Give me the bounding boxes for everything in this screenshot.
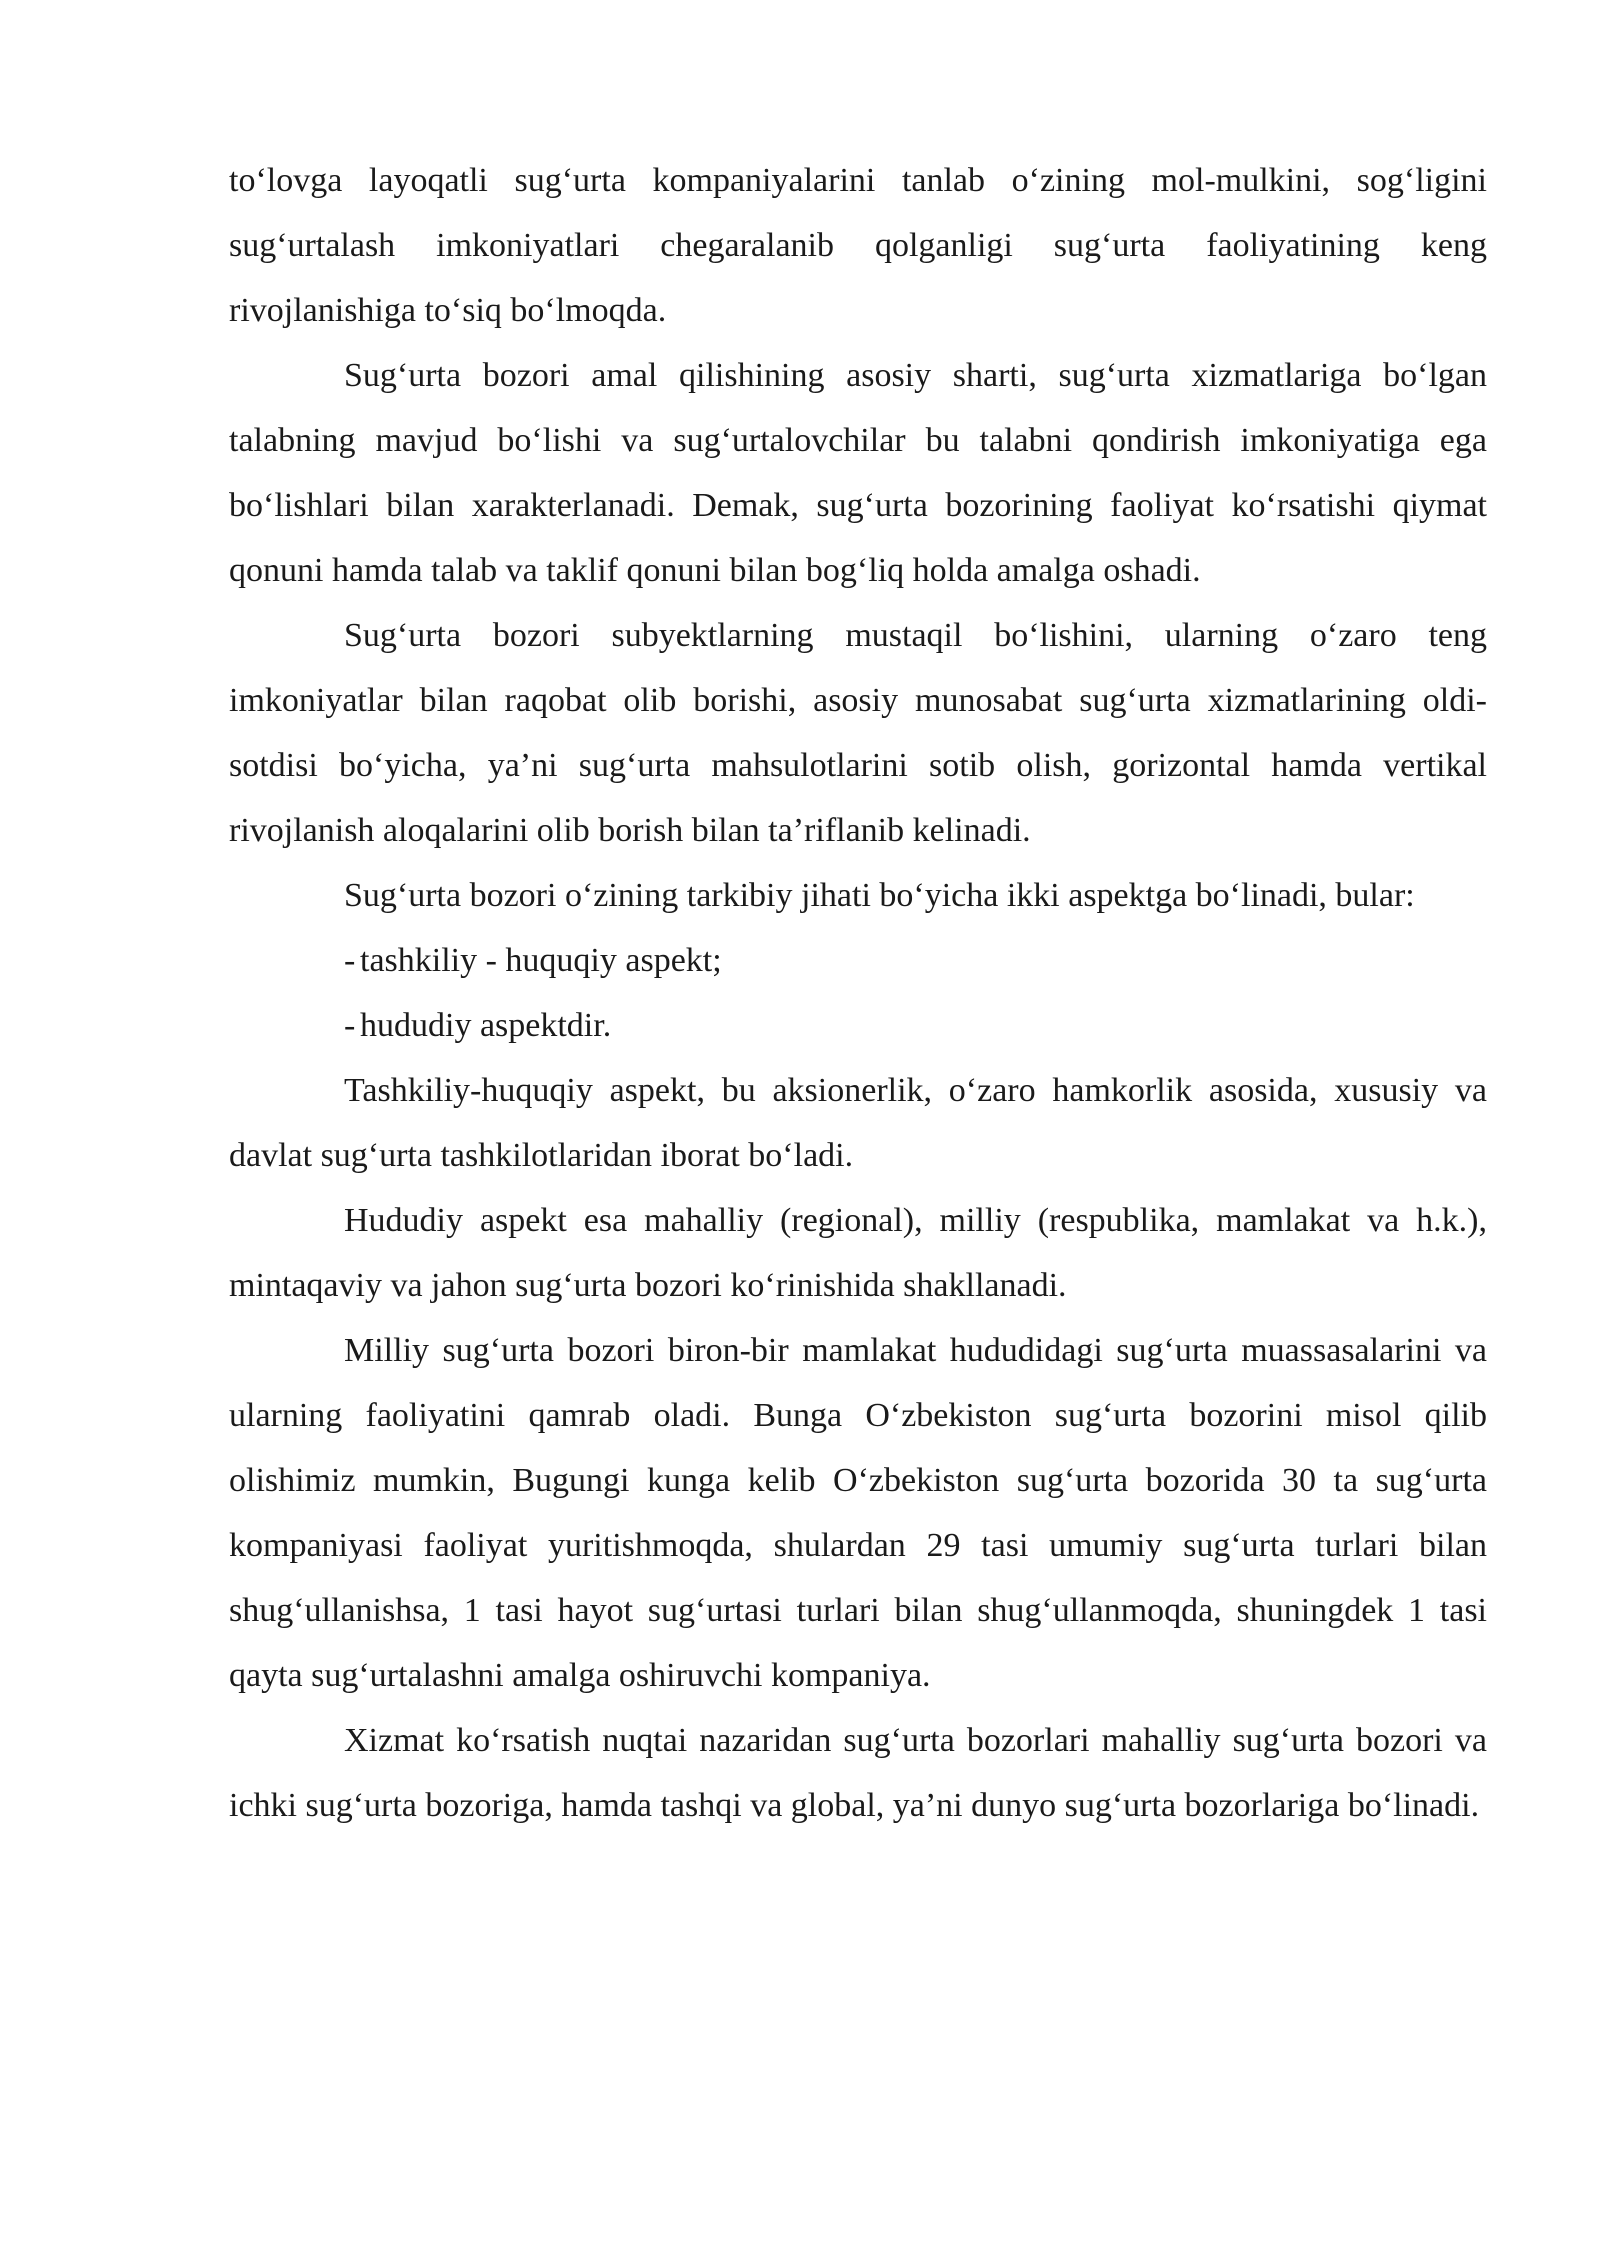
document-page	[229, 148, 1487, 1838]
list-marker: -	[344, 942, 356, 979]
paragraph-territorial-aspect: Hududiy aspekt esa mahalliy (regional), milliy (respublika, mamlakat va h.k.), mintaqaviy va jahon sug‘urta bozori ko‘rinishida shakllanadi.	[229, 1202, 1487, 1304]
list-item-text: tashkiliy - huquqiy aspekt;	[360, 942, 722, 979]
paragraph-legal-aspect: Tashkiliy-huquqiy aspekt, bu aksionerlik, o‘zaro hamkorlik asosida, xususiy va davlat sug‘urta tashkilotlaridan iborat bo‘ladi.	[229, 1072, 1487, 1174]
paragraph-national-market: Milliy sug‘urta bozori biron-bir mamlakat hududidagi sug‘urta muassasalarini va ularning faoliyatini qamrab oladi. Bunga O‘zbekiston sug‘urta bozorini misol qilib olishimiz mumkin, Bugungi kunga kelib O‘zbekiston sug‘urta bozorida 30 ta sug‘urta kompaniyasi faoliyat yuritishmoqda, shulardan 29 tasi umumiy sug‘urta turlari bilan shug‘ullanishsa, 1 tasi hayot sug‘urtasi turlari bilan shug‘ullanmoqda, shuningdek 1 tasi qayta sug‘urtalashni amalga oshiruvchi kompaniya.	[229, 1332, 1487, 1694]
paragraph-service-markets: Xizmat ko‘rsatish nuqtai nazaridan sug‘urta bozorlari mahalliy sug‘urta bozori va ichki sug‘urta bozoriga, hamda tashqi va global, ya’ni dunyo sug‘urta bozorlariga bo‘linadi.	[229, 1722, 1487, 1824]
paragraph-market-conditions: Sug‘urta bozori amal qilishining asosiy sharti, sug‘urta xizmatlariga bo‘lgan talabning mavjud bo‘lishi va sug‘urtalovchilar bu talabni qondirish imkoniyatiga ega bo‘lishlari bilan xarakterlanadi. Demak, sug‘urta bozorining faoliyat ko‘rsatishi qiymat qonuni hamda talab va taklif qonuni bilan bog‘liq holda amalga oshadi.	[229, 357, 1487, 589]
list-marker: -	[344, 1007, 356, 1044]
paragraph-continuation: to‘lovga layoqatli sug‘urta kompaniyalarini tanlab o‘zining mol-mulkini, sog‘ligini sug‘urtalash imkoniyatlari chegaralanib qolganligi sug‘urta faoliyatining keng rivojlanishiga to‘siq bo‘lmoqda.	[229, 162, 1487, 329]
list-item-territorial-aspect	[229, 993, 1487, 1058]
paragraph-market-aspects: Sug‘urta bozori o‘zining tarkibiy jihati bo‘yicha ikki aspektga bo‘linadi, bular:	[344, 877, 1415, 914]
list-item-text: hududiy aspektdir.	[360, 1007, 612, 1044]
paragraph-market-subjects: Sug‘urta bozori subyektlarning mustaqil bo‘lishini, ularning o‘zaro teng imkoniyatlar bilan raqobat olib borishi, asosiy munosabat sug‘urta xizmatlarining oldi-sotdisi bo‘yicha, ya’ni sug‘urta mahsulotlarini sotib olish, gorizontal hamda vertikal rivojlanish aloqalarini olib borish bilan ta’riflanib kelinadi.	[229, 617, 1487, 849]
list-item-legal-aspect	[229, 928, 1487, 993]
